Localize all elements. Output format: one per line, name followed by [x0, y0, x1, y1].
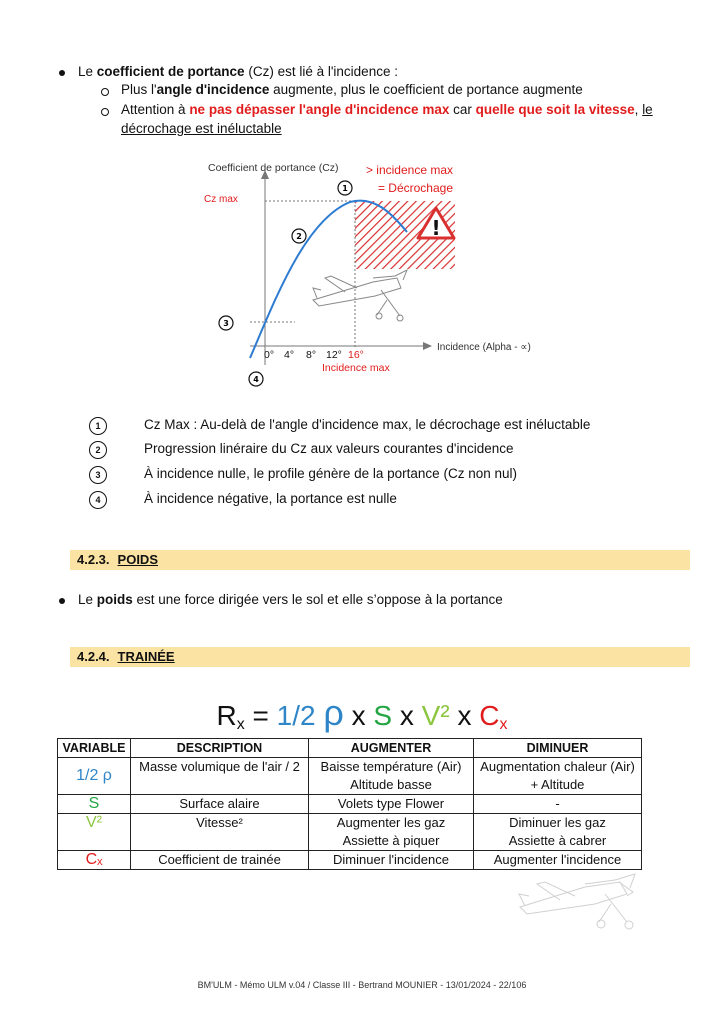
x-axis-label: Incidence (Alpha - ∝) — [437, 342, 531, 353]
warning-line-1: > incidence max — [365, 163, 453, 177]
cz-max-label: Cz max — [204, 194, 238, 205]
diminuer-cell: Augmentation chaleur (Air) + Altitude — [474, 758, 642, 795]
header-variable: VARIABLE — [58, 739, 131, 758]
marker-3 — [219, 316, 233, 330]
diminuer-cell: - — [474, 795, 642, 814]
legend-num-3: 3 — [89, 466, 107, 484]
marker-1 — [338, 181, 352, 195]
variable-cell: V² — [58, 814, 131, 851]
bullet-dot — [58, 595, 68, 605]
description-cell: Surface alaire — [131, 795, 309, 814]
page-footer: BM'ULM - Mémo ULM v.04 / Classe III - Bertrand MOUNIER - 13/01/2024 - 22/106 — [197, 980, 527, 990]
table-row — [58, 758, 642, 795]
description-cell: Masse volumique de l'air / 2 — [131, 758, 309, 795]
table-row — [58, 795, 642, 814]
sub-bullet-dot — [101, 85, 111, 95]
svg-text:1: 1 — [342, 184, 348, 193]
legend-num-1: 1 — [89, 417, 107, 435]
variable-cell: S — [58, 795, 131, 814]
table-header-row — [58, 739, 642, 758]
tick-12: 12° — [326, 349, 342, 361]
variable-cell: Cₓ — [58, 851, 131, 870]
header-augmenter: AUGMENTER — [309, 739, 474, 758]
legend-text-1: Cz Max : Au-delà de l'angle d'incidence max, le décrochage est inéluctable — [144, 417, 591, 432]
legend-text-4: À incidence négative, la portance est nulle — [144, 491, 397, 506]
bullet-poids: Le poids est une force dirigée vers le sol et elle s’oppose à la portance — [78, 592, 503, 607]
marker-2 — [292, 229, 306, 243]
drag-formula: $R_x = 1/2$ ρ x S x V² x $C_x$ — [216, 692, 508, 733]
legend-text-2: Progression linéraire du Cz aux valeurs courantes d'incidence — [144, 441, 514, 456]
tick-0: 0° — [264, 349, 275, 361]
augmenter-cell: Volets type Flower — [309, 795, 474, 814]
aircraft-watermark — [515, 862, 655, 937]
tick-4: 4° — [284, 349, 295, 361]
sub-bullet-dot — [101, 105, 111, 115]
svg-text:4: 4 — [253, 375, 259, 384]
sub-bullet-attention-cont: décrochage est inéluctable — [121, 121, 282, 136]
sub-bullet-attention: Attention à ne pas dépasser l'angle d'incidence max car quelle que soit la vitesse, le — [121, 102, 653, 117]
marker-4 — [249, 372, 263, 386]
header-diminuer: DIMINUER — [474, 739, 642, 758]
legend-num-2: 2 — [89, 441, 107, 459]
description-cell: Coefficient de trainée — [131, 851, 309, 870]
header-description: DESCRIPTION — [131, 739, 309, 758]
augmenter-cell: Diminuer l'incidence — [309, 851, 474, 870]
section-heading-trainee: 4.2.4. TRAINÉE — [70, 647, 690, 667]
tick-8: 8° — [306, 349, 317, 361]
lift-curve-figure — [195, 150, 555, 395]
augmenter-cell: Baisse température (Air) Altitude basse — [309, 758, 474, 795]
section-heading-poids: 4.2.3. POIDS — [70, 550, 690, 570]
variable-cell: 1/2 ρ — [58, 758, 131, 795]
incidence-max-label: Incidence max — [322, 362, 390, 374]
diminuer-cell: Augmenter l'incidence — [474, 851, 642, 870]
augmenter-cell: Augmenter les gaz Assiette à piquer — [309, 814, 474, 851]
drag-variables-table — [57, 738, 642, 870]
table-row — [58, 814, 642, 851]
bullet-dot — [58, 67, 68, 77]
tick-16: 16° — [348, 349, 364, 361]
legend-num-4: 4 — [89, 491, 107, 509]
aircraft-sketch — [313, 270, 407, 321]
y-axis-label: Coefficient de portance (Cz) — [208, 162, 339, 174]
legend-text-3: À incidence nulle, le profile génère de la portance (Cz non nul) — [144, 466, 517, 481]
sub-bullet-angle: Plus l'angle d'incidence augmente, plus le coefficient de portance augmente — [121, 82, 583, 97]
svg-text:2: 2 — [296, 232, 302, 241]
bullet-portance: Le coefficient de portance (Cz) est lié à l'incidence : — [78, 64, 398, 79]
warning-line-2: = Décrochage — [377, 181, 453, 195]
svg-text:!: ! — [431, 216, 441, 240]
svg-text:3: 3 — [223, 319, 229, 328]
description-cell: Vitesse² — [131, 814, 309, 851]
diminuer-cell: Diminuer les gaz Assiette à cabrer — [474, 814, 642, 851]
